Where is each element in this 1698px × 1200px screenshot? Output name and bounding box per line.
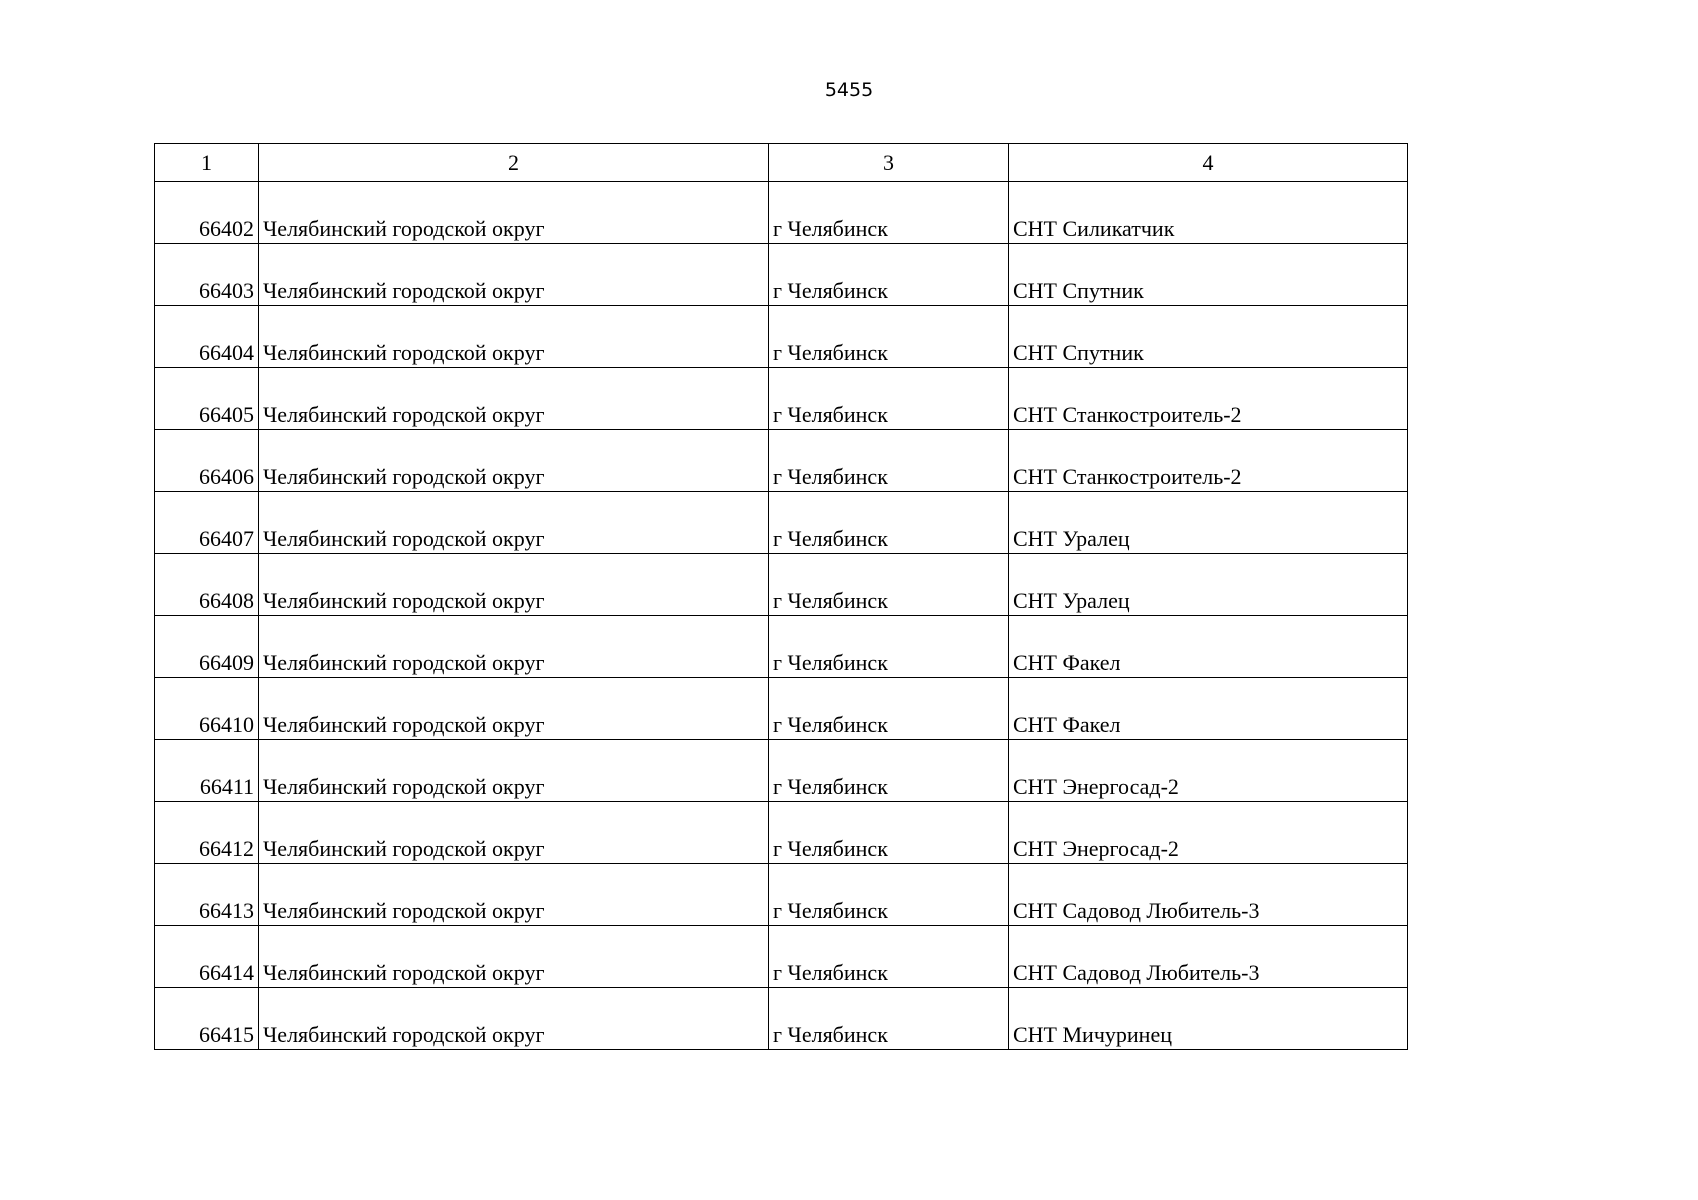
table-row <box>155 430 1408 492</box>
table-row <box>155 802 1408 864</box>
cell-settlement: г Челябинск <box>769 492 1009 554</box>
cell-municipality: Челябинский городской округ <box>259 864 769 926</box>
table-row <box>155 492 1408 554</box>
cell-row-number: 66414 <box>155 926 259 988</box>
cell-row-number: 66412 <box>155 802 259 864</box>
table-row <box>155 988 1408 1050</box>
cell-row-number: 66408 <box>155 554 259 616</box>
table-body <box>155 182 1408 1050</box>
cell-snt-name: СНТ Энергосад-2 <box>1009 802 1408 864</box>
cell-snt-name: СНТ Уралец <box>1009 492 1408 554</box>
cell-municipality: Челябинский городской округ <box>259 554 769 616</box>
table-row <box>155 368 1408 430</box>
page-number <box>0 79 1698 101</box>
header-row <box>155 144 1408 182</box>
table-row <box>155 182 1408 244</box>
cell-settlement: г Челябинск <box>769 554 1009 616</box>
cell-row-number: 66404 <box>155 306 259 368</box>
cell-row-number: 66415 <box>155 988 259 1050</box>
cell-municipality: Челябинский городской округ <box>259 802 769 864</box>
cell-municipality: Челябинский городской округ <box>259 616 769 678</box>
cell-row-number: 66409 <box>155 616 259 678</box>
cell-municipality: Челябинский городской округ <box>259 678 769 740</box>
cell-settlement: г Челябинск <box>769 678 1009 740</box>
cell-snt-name: СНТ Станкостроитель-2 <box>1009 430 1408 492</box>
table-row <box>155 244 1408 306</box>
header-cell-1: 1 <box>155 144 259 182</box>
cell-snt-name: СНТ Станкостроитель-2 <box>1009 368 1408 430</box>
cell-row-number: 66411 <box>155 740 259 802</box>
table-row <box>155 554 1408 616</box>
table-row <box>155 616 1408 678</box>
cell-municipality: Челябинский городской округ <box>259 306 769 368</box>
cell-snt-name: СНТ Уралец <box>1009 554 1408 616</box>
cell-row-number: 66413 <box>155 864 259 926</box>
cell-settlement: г Челябинск <box>769 430 1009 492</box>
cell-municipality: Челябинский городской округ <box>259 182 769 244</box>
cell-snt-name: СНТ Спутник <box>1009 244 1408 306</box>
table-row <box>155 864 1408 926</box>
cell-settlement: г Челябинск <box>769 864 1009 926</box>
cell-municipality: Челябинский городской округ <box>259 926 769 988</box>
table-header <box>155 144 1408 182</box>
header-cell-2: 2 <box>259 144 769 182</box>
page-number-text: 5455 <box>824 79 874 101</box>
cell-municipality: Челябинский городской округ <box>259 492 769 554</box>
cell-snt-name: СНТ Энергосад-2 <box>1009 740 1408 802</box>
header-cell-4: 4 <box>1009 144 1408 182</box>
cell-settlement: г Челябинск <box>769 306 1009 368</box>
cell-row-number: 66407 <box>155 492 259 554</box>
table-row <box>155 926 1408 988</box>
registry-table <box>154 143 1408 1050</box>
header-cell-3: 3 <box>769 144 1009 182</box>
table-row <box>155 740 1408 802</box>
cell-snt-name: СНТ Садовод Любитель-3 <box>1009 864 1408 926</box>
cell-settlement: г Челябинск <box>769 244 1009 306</box>
cell-settlement: г Челябинск <box>769 616 1009 678</box>
cell-snt-name: СНТ Садовод Любитель-3 <box>1009 926 1408 988</box>
cell-municipality: Челябинский городской округ <box>259 988 769 1050</box>
cell-settlement: г Челябинск <box>769 926 1009 988</box>
cell-snt-name: СНТ Силикатчик <box>1009 182 1408 244</box>
table-row <box>155 678 1408 740</box>
table-row <box>155 306 1408 368</box>
cell-row-number: 66402 <box>155 182 259 244</box>
cell-row-number: 66406 <box>155 430 259 492</box>
cell-municipality: Челябинский городской округ <box>259 740 769 802</box>
cell-settlement: г Челябинск <box>769 368 1009 430</box>
cell-snt-name: СНТ Факел <box>1009 616 1408 678</box>
cell-settlement: г Челябинск <box>769 740 1009 802</box>
cell-settlement: г Челябинск <box>769 802 1009 864</box>
cell-snt-name: СНТ Мичуринец <box>1009 988 1408 1050</box>
cell-row-number: 66403 <box>155 244 259 306</box>
cell-settlement: г Челябинск <box>769 182 1009 244</box>
cell-snt-name: СНТ Спутник <box>1009 306 1408 368</box>
cell-municipality: Челябинский городской округ <box>259 368 769 430</box>
cell-row-number: 66410 <box>155 678 259 740</box>
cell-settlement: г Челябинск <box>769 988 1009 1050</box>
cell-municipality: Челябинский городской округ <box>259 244 769 306</box>
cell-snt-name: СНТ Факел <box>1009 678 1408 740</box>
cell-municipality: Челябинский городской округ <box>259 430 769 492</box>
cell-row-number: 66405 <box>155 368 259 430</box>
